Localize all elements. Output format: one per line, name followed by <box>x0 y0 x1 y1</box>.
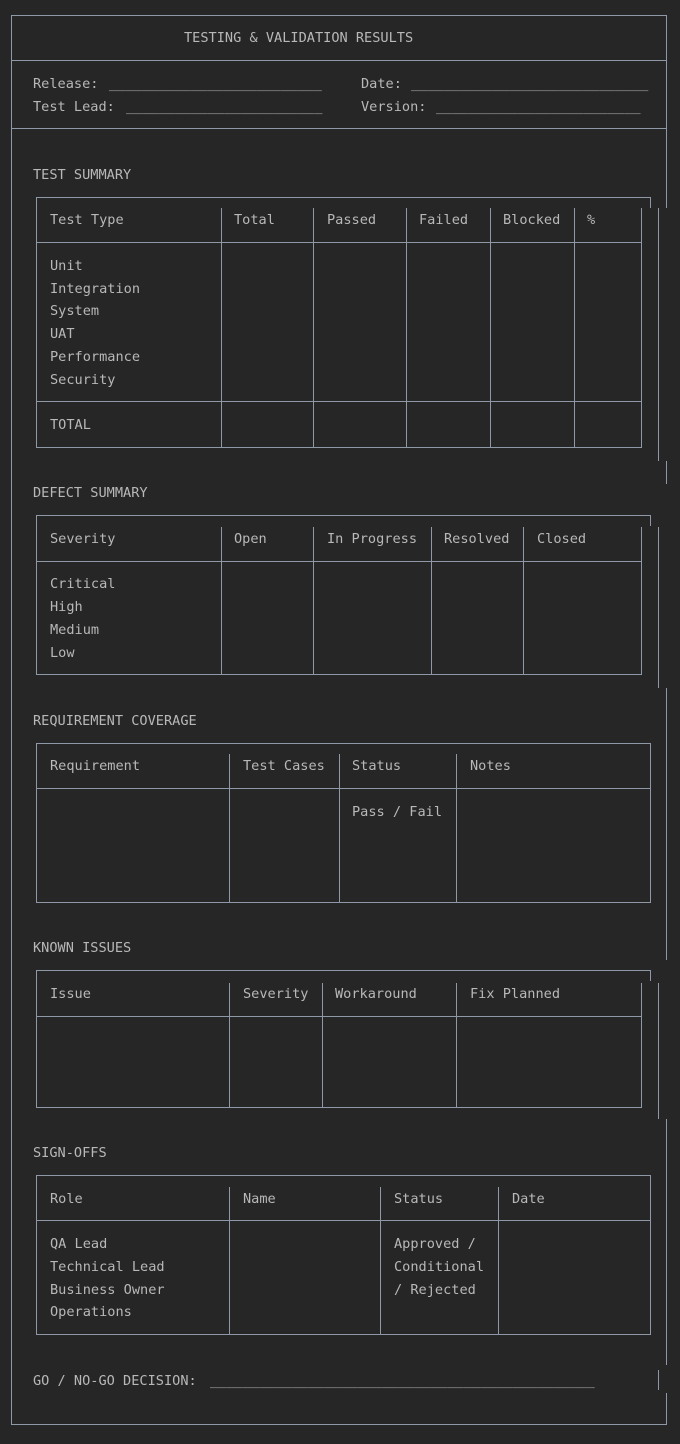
column-divider <box>431 527 432 675</box>
test-lead-field[interactable]: ________________________ <box>126 99 323 115</box>
known-issues-title: KNOWN ISSUES <box>33 940 132 956</box>
go-no-go-field[interactable]: _______________________________________________ <box>210 1373 595 1389</box>
severity-row: High <box>50 599 83 615</box>
column-divider <box>456 983 457 1108</box>
release-label: Release: <box>33 76 99 92</box>
frame-right-border-offset <box>658 1370 659 1390</box>
column-divider <box>456 754 457 903</box>
table-border <box>36 970 651 971</box>
table-border <box>36 1334 651 1335</box>
frame-right-border <box>666 688 667 960</box>
table-border <box>36 561 642 562</box>
table-border <box>36 743 37 903</box>
column-header: Issue <box>50 986 91 1002</box>
test-type-row: Performance <box>50 349 141 365</box>
table-border <box>650 515 651 526</box>
defect-summary-title: DEFECT SUMMARY <box>33 485 148 501</box>
frame-right-border-offset <box>658 983 659 1119</box>
table-border <box>641 983 642 1108</box>
go-no-go-label: GO / NO-GO DECISION: <box>33 1373 197 1389</box>
table-border <box>36 1016 642 1017</box>
table-border <box>641 527 642 675</box>
table-border <box>36 970 37 1108</box>
test-summary-title: TEST SUMMARY <box>33 167 132 183</box>
table-border <box>650 197 651 208</box>
table-border <box>650 743 651 903</box>
column-header: Failed <box>419 212 469 228</box>
table-border <box>36 1175 37 1335</box>
test-type-row: Integration <box>50 281 141 297</box>
frame-right-border <box>666 15 667 208</box>
sign-offs-title: SIGN-OFFS <box>33 1145 107 1161</box>
column-divider <box>229 1187 230 1335</box>
test-lead-label: Test Lead: <box>33 99 115 115</box>
role-row: Business Owner <box>50 1282 165 1298</box>
table-border <box>36 674 642 675</box>
test-type-row: Unit <box>50 258 83 274</box>
table-border <box>36 515 37 675</box>
table-border <box>36 1175 651 1176</box>
column-header: Name <box>243 1191 276 1207</box>
column-divider <box>229 754 230 903</box>
column-header: Role <box>50 1191 83 1207</box>
frame-right-border <box>666 461 667 484</box>
severity-row: Medium <box>50 622 100 638</box>
table-border <box>36 197 651 198</box>
column-header: Open <box>234 531 267 547</box>
column-divider <box>221 527 222 675</box>
column-header: Fix Planned <box>470 986 561 1002</box>
column-header: Test Type <box>50 212 124 228</box>
column-header: Total <box>234 212 275 228</box>
frame-right-border <box>666 1393 667 1425</box>
column-divider <box>322 983 323 1108</box>
version-label: Version: <box>361 99 427 115</box>
version-field[interactable]: _________________________ <box>436 99 641 115</box>
table-border <box>650 1175 651 1335</box>
column-divider <box>380 1187 381 1335</box>
document-title: TESTING & VALIDATION RESULTS <box>184 30 414 46</box>
approval-status-options: / Rejected <box>394 1282 476 1298</box>
table-border <box>36 197 37 448</box>
column-header: Test Cases <box>243 758 325 774</box>
severity-row: Critical <box>50 576 116 592</box>
table-border <box>36 1107 642 1108</box>
column-divider <box>574 208 575 448</box>
table-border <box>650 970 651 981</box>
column-header: Resolved <box>444 531 510 547</box>
column-header: Severity <box>243 986 309 1002</box>
frame-right-border <box>666 1119 667 1365</box>
table-border <box>36 1220 651 1221</box>
role-row: Technical Lead <box>50 1259 165 1275</box>
column-divider <box>498 1187 499 1335</box>
release-field[interactable]: __________________________ <box>109 76 322 92</box>
total-row-label: TOTAL <box>50 417 91 433</box>
date-field[interactable]: _____________________________ <box>411 76 649 92</box>
approval-status-options: Approved / <box>394 1236 476 1252</box>
column-divider <box>229 983 230 1108</box>
column-header: Requirement <box>50 758 141 774</box>
table-border <box>36 788 651 789</box>
column-header: Status <box>352 758 402 774</box>
column-divider <box>406 208 407 448</box>
frame-bottom-border <box>11 1424 667 1425</box>
status-options: Pass / Fail <box>352 804 443 820</box>
table-border <box>36 902 651 903</box>
column-header: Status <box>394 1191 444 1207</box>
column-header: Closed <box>537 531 587 547</box>
table-border <box>36 515 651 516</box>
frame-right-border-offset <box>658 527 659 688</box>
column-divider <box>221 208 222 448</box>
role-row: QA Lead <box>50 1236 108 1252</box>
column-header: Notes <box>470 758 511 774</box>
date-label: Date: <box>361 76 402 92</box>
test-type-row: UAT <box>50 326 75 342</box>
severity-row: Low <box>50 645 75 661</box>
table-border <box>36 242 642 243</box>
frame-left-border <box>11 15 12 1425</box>
column-header: % <box>587 212 596 228</box>
column-divider <box>490 208 491 448</box>
role-row: Operations <box>50 1304 132 1320</box>
requirement-coverage-title: REQUIREMENT COVERAGE <box>33 713 197 729</box>
approval-status-options: Conditional <box>394 1259 485 1275</box>
column-header: Date <box>512 1191 545 1207</box>
table-border <box>36 401 642 402</box>
table-border <box>36 447 642 448</box>
column-divider <box>313 527 314 675</box>
column-header: In Progress <box>327 531 418 547</box>
column-header: Blocked <box>503 212 561 228</box>
table-border <box>641 208 642 448</box>
column-divider <box>339 754 340 903</box>
column-header: Workaround <box>335 986 417 1002</box>
title-divider <box>11 60 667 61</box>
table-border <box>36 743 651 744</box>
column-header: Severity <box>50 531 116 547</box>
column-divider <box>313 208 314 448</box>
frame-right-border-offset <box>658 208 659 461</box>
frame-top-border <box>11 15 667 16</box>
header-divider <box>11 128 667 129</box>
column-divider <box>523 527 524 675</box>
test-type-row: System <box>50 303 100 319</box>
column-header: Passed <box>327 212 377 228</box>
test-type-row: Security <box>50 372 116 388</box>
